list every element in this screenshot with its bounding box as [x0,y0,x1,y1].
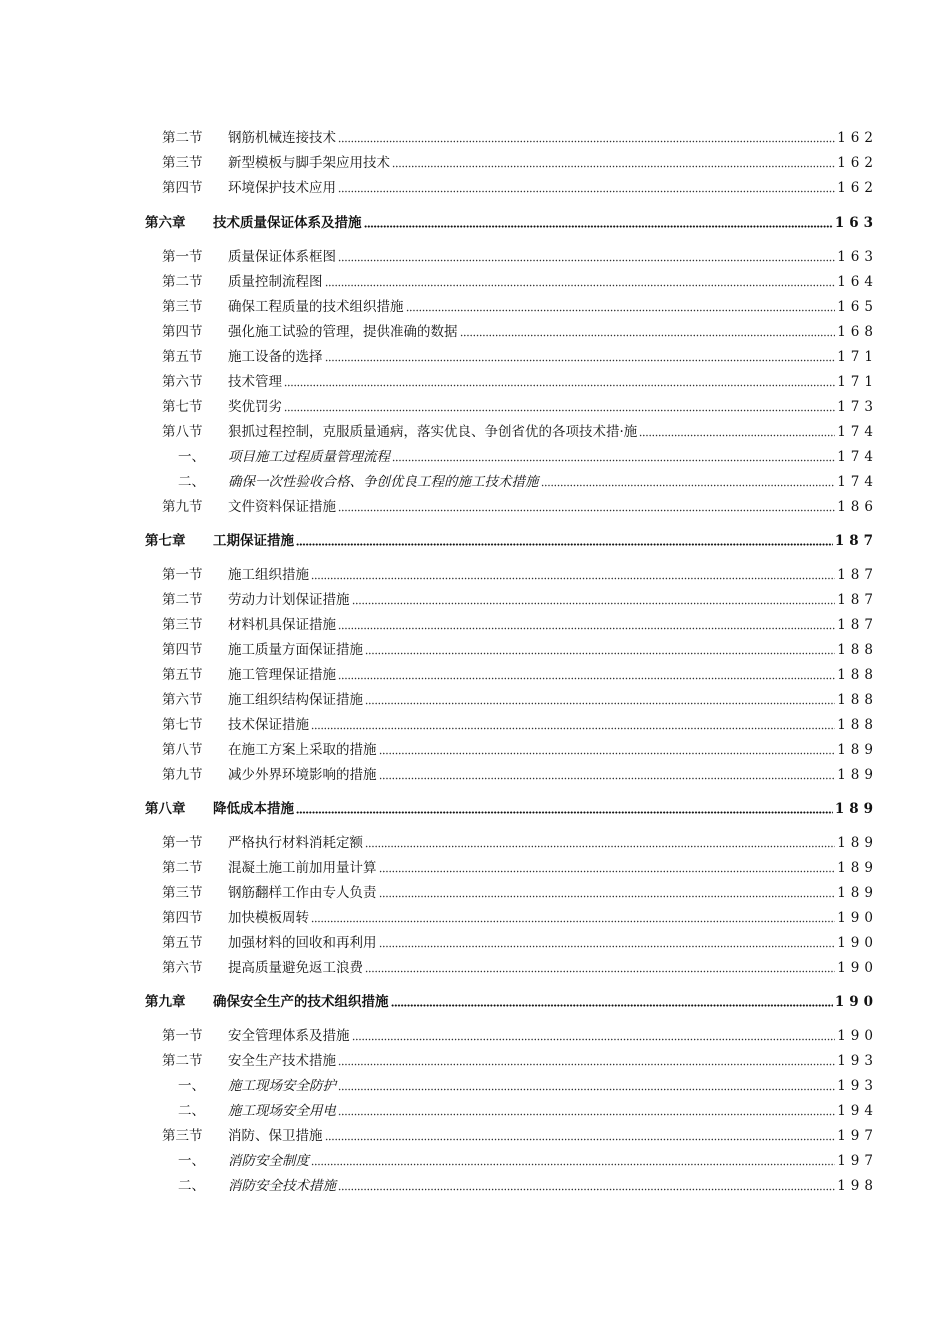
toc-entry-page-number: 171 [837,349,878,365]
dot-leader [460,333,836,337]
dot-leader [338,139,835,143]
toc-entry-number: 第七节 [162,399,203,415]
toc-subsection-entry[interactable] [145,469,878,491]
toc-entry-title: 技术质量保证体系及措施 [213,215,362,231]
toc-entry-title: 施工管理保证措施 [228,667,336,683]
toc-entry-title: 质量控制流程图 [228,274,323,290]
toc-section-entry[interactable] [145,394,878,416]
toc-entry-page-number: 188 [837,667,878,683]
toc-entry-number: 二、 [178,474,205,490]
toc-chapter-entry[interactable] [145,210,878,232]
toc-entry-number: 第二节 [162,130,203,146]
toc-section-entry[interactable] [145,905,878,927]
dot-leader [352,601,836,605]
toc-entry-page-number: 187 [837,617,878,633]
toc-entry-number: 二、 [178,1178,205,1194]
dot-leader [379,869,836,873]
toc-entry-title: 减少外界环境影响的措施 [228,767,377,783]
toc-section-entry[interactable] [145,175,878,197]
toc-section-entry[interactable] [145,244,878,266]
toc-entry-page-number: 173 [837,399,878,415]
toc-entry-title: 项目施工过程质量管理流程 [228,449,390,465]
toc-chapter-entry[interactable] [145,989,878,1011]
dot-leader [365,969,835,973]
toc-entry-number: 第四节 [162,642,203,658]
toc-entry-page-number: 197 [837,1153,878,1169]
toc-entry-title: 材料机具保证措施 [228,617,336,633]
toc-entry-title: 在施工方案上采取的措施 [228,742,377,758]
toc-entry-number: 第四节 [162,910,203,926]
toc-entry-title: 加快模板周转 [228,910,309,926]
toc-entry-number: 第三节 [162,1128,203,1144]
dot-leader [379,751,836,755]
dot-leader [352,1037,836,1041]
dot-leader [311,576,835,580]
toc-section-entry[interactable] [145,687,878,709]
toc-entry-page-number: 190 [837,960,878,976]
toc-entry-page-number: 164 [837,274,878,290]
toc-section-entry[interactable] [145,319,878,341]
toc-entry-page-number: 190 [837,935,878,951]
toc-entry-title: 消防、保卫措施 [228,1128,323,1144]
toc-entry-number: 一、 [178,1153,205,1169]
dot-leader [338,508,835,512]
toc-entry-title: 钢筋机械连接技术 [228,130,336,146]
toc-entry-number: 第七章 [145,533,186,549]
toc-entry-title: 新型模板与脚手架应用技术 [228,155,390,171]
toc-section-entry[interactable] [145,880,878,902]
toc-entry-page-number: 186 [837,499,878,515]
toc-entry-title: 降低成本措施 [213,801,294,817]
toc-entry-number: 第五节 [162,667,203,683]
toc-entry-number: 第七节 [162,717,203,733]
toc-entry-number: 第一节 [162,835,203,851]
toc-entry-page-number: 193 [837,1078,878,1094]
toc-entry-page-number: 163 [834,215,878,231]
toc-section-entry[interactable] [145,150,878,172]
toc-entry-page-number: 162 [837,130,878,146]
toc-entry-title: 工期保证措施 [213,533,294,549]
toc-section-entry[interactable] [145,269,878,291]
dot-leader [379,776,836,780]
toc-entry-number: 第五节 [162,935,203,951]
toc-entry-number: 第九章 [145,994,186,1010]
dot-leader [338,1087,835,1091]
toc-section-entry[interactable] [145,662,878,684]
toc-chapter-entry[interactable] [145,796,878,818]
toc-entry-page-number: 193 [837,1053,878,1069]
toc-entry-title: 劳动力计划保证措施 [228,592,350,608]
toc-entry-page-number: 188 [837,717,878,733]
toc-entry-title: 施工现场安全用电 [228,1103,336,1119]
dot-leader [406,308,836,312]
toc-entry-title: 确保一次性验收合格、争创优良工程的施工技术措施 [228,474,539,490]
dot-leader [311,1162,835,1166]
toc-entry-number: 第三节 [162,885,203,901]
toc-entry-number: 第二节 [162,592,203,608]
toc-entry-title: 提高质量避免返工浪费 [228,960,363,976]
toc-entry-number: 第三节 [162,155,203,171]
toc-entry-page-number: 188 [837,642,878,658]
toc-entry-title: 质量保证体系框图 [228,249,336,265]
dot-leader [392,164,835,168]
toc-entry-page-number: 168 [837,324,878,340]
dot-leader [391,1003,833,1007]
toc-entry-page-number: 171 [837,374,878,390]
toc-entry-title: 狠抓过程控制，克服质量通病，落实优良、争创省优的各项技术措·施 [228,424,638,440]
dot-leader [639,433,835,437]
toc-section-entry[interactable] [145,494,878,516]
toc-entry-number: 第一节 [162,1028,203,1044]
toc-entry-title: 消防安全制度 [228,1153,309,1169]
toc-section-entry[interactable] [145,1123,878,1145]
toc-entry-page-number: 189 [837,860,878,876]
toc-entry-title: 技术保证措施 [228,717,309,733]
dot-leader [541,483,836,487]
toc-entry-number: 二、 [178,1103,205,1119]
dot-leader [338,258,835,262]
toc-section-entry[interactable] [145,1048,878,1070]
toc-section-entry[interactable] [145,587,878,609]
toc-entry-page-number: 189 [837,767,878,783]
toc-entry-title: 强化施工试验的管理，提供准确的数据 [228,324,458,340]
toc-subsection-entry[interactable] [145,1073,878,1095]
toc-entry-number: 第九节 [162,767,203,783]
toc-section-entry[interactable] [145,737,878,759]
toc-entry-title: 安全生产技术措施 [228,1053,336,1069]
toc-entry-title: 施工设备的选择 [228,349,323,365]
toc-entry-title: 施工组织结构保证措施 [228,692,363,708]
dot-leader [365,651,835,655]
toc-entry-title: 混凝土施工前加用量计算 [228,860,377,876]
toc-entry-number: 第一节 [162,249,203,265]
toc-entry-title: 施工质量方面保证措施 [228,642,363,658]
dot-leader [365,844,835,848]
toc-entry-number: 第九节 [162,499,203,515]
toc-entry-number: 第六章 [145,215,186,231]
dot-leader [284,408,835,412]
toc-entry-title: 加强材料的回收和再利用 [228,935,377,951]
toc-entry-title: 环境保护技术应用 [228,180,336,196]
toc-entry-title: 奖优罚劣 [228,399,282,415]
toc-entry-page-number: 189 [837,835,878,851]
dot-leader [338,1112,835,1116]
dot-leader [325,1137,836,1141]
toc-entry-title: 钢筋翻样工作由专人负责 [228,885,377,901]
toc-section-entry[interactable] [145,344,878,366]
toc-entry-page-number: 187 [834,533,878,549]
toc-section-entry[interactable] [145,612,878,634]
dot-leader [284,383,835,387]
toc-entry-number: 一、 [178,1078,205,1094]
toc-entry-page-number: 190 [837,910,878,926]
toc-entry-page-number: 174 [837,449,878,465]
toc-entry-page-number: 197 [837,1128,878,1144]
toc-section-entry[interactable] [145,712,878,734]
dot-leader [364,224,833,228]
toc-entry-page-number: 187 [837,592,878,608]
toc-entry-number: 第五节 [162,349,203,365]
toc-subsection-entry[interactable] [145,1148,878,1170]
toc-section-entry[interactable] [145,369,878,391]
toc-entry-page-number: 189 [837,742,878,758]
toc-entry-page-number: 198 [837,1178,878,1194]
toc-section-entry[interactable] [145,125,878,147]
toc-entry-title: 确保安全生产的技术组织措施 [213,994,389,1010]
toc-section-entry[interactable] [145,419,878,441]
toc-section-entry[interactable] [145,294,878,316]
toc-entry-page-number: 189 [837,885,878,901]
toc-entry-page-number: 174 [837,474,878,490]
dot-leader [296,542,833,546]
dot-leader [311,726,835,730]
toc-entry-page-number: 190 [837,1028,878,1044]
toc-entry-page-number: 162 [837,180,878,196]
toc-section-entry[interactable] [145,762,878,784]
toc-entry-page-number: 165 [837,299,878,315]
dot-leader [325,283,836,287]
toc-entry-number: 第四节 [162,324,203,340]
toc-entry-page-number: 188 [837,692,878,708]
toc-entry-page-number: 194 [837,1103,878,1119]
toc-section-entry[interactable] [145,930,878,952]
toc-subsection-entry[interactable] [145,444,878,466]
toc-chapter-entry[interactable] [145,528,878,550]
toc-entry-title: 文件资料保证措施 [228,499,336,515]
toc-entry-number: 第八节 [162,424,203,440]
toc-entry-number: 第八章 [145,801,186,817]
dot-leader [338,1187,835,1191]
toc-subsection-entry[interactable] [145,1098,878,1120]
toc-section-entry[interactable] [145,830,878,852]
toc-entry-title: 施工现场安全防护 [228,1078,336,1094]
toc-entry-number: 第四节 [162,180,203,196]
toc-subsection-entry[interactable] [145,1173,878,1195]
toc-section-entry[interactable] [145,855,878,877]
toc-entry-page-number: 190 [834,994,878,1010]
toc-entry-number: 第六节 [162,960,203,976]
toc-entry-number: 第二节 [162,860,203,876]
toc-entry-page-number: 189 [834,801,878,817]
dot-leader [379,894,836,898]
toc-entry-title: 消防安全技术措施 [228,1178,336,1194]
toc-section-entry[interactable] [145,637,878,659]
dot-leader [296,810,833,814]
toc-entry-number: 第六节 [162,692,203,708]
toc-entry-number: 第六节 [162,374,203,390]
dot-leader [338,1062,835,1066]
dot-leader [365,701,835,705]
toc-entry-title: 安全管理体系及措施 [228,1028,350,1044]
dot-leader [392,458,835,462]
dot-leader [338,676,835,680]
toc-entry-page-number: 187 [837,567,878,583]
toc-entry-number: 第三节 [162,299,203,315]
toc-section-entry[interactable] [145,955,878,977]
toc-section-entry[interactable] [145,1023,878,1045]
toc-entry-title: 严格执行材料消耗定额 [228,835,363,851]
toc-entry-number: 第二节 [162,1053,203,1069]
toc-entry-number: 第八节 [162,742,203,758]
toc-entry-page-number: 163 [837,249,878,265]
toc-entry-number: 第一节 [162,567,203,583]
dot-leader [338,189,835,193]
dot-leader [311,919,835,923]
toc-entry-number: 一、 [178,449,205,465]
toc-entry-page-number: 174 [837,424,878,440]
toc-entry-number: 第三节 [162,617,203,633]
toc-section-entry[interactable] [145,562,878,584]
toc-entry-title: 施工组织措施 [228,567,309,583]
toc-entry-number: 第二节 [162,274,203,290]
dot-leader [325,358,836,362]
dot-leader [379,944,836,948]
dot-leader [338,626,835,630]
toc-entry-title: 确保工程质量的技术组织措施 [228,299,404,315]
toc-entry-page-number: 162 [837,155,878,171]
toc-entry-title: 技术管理 [228,374,282,390]
